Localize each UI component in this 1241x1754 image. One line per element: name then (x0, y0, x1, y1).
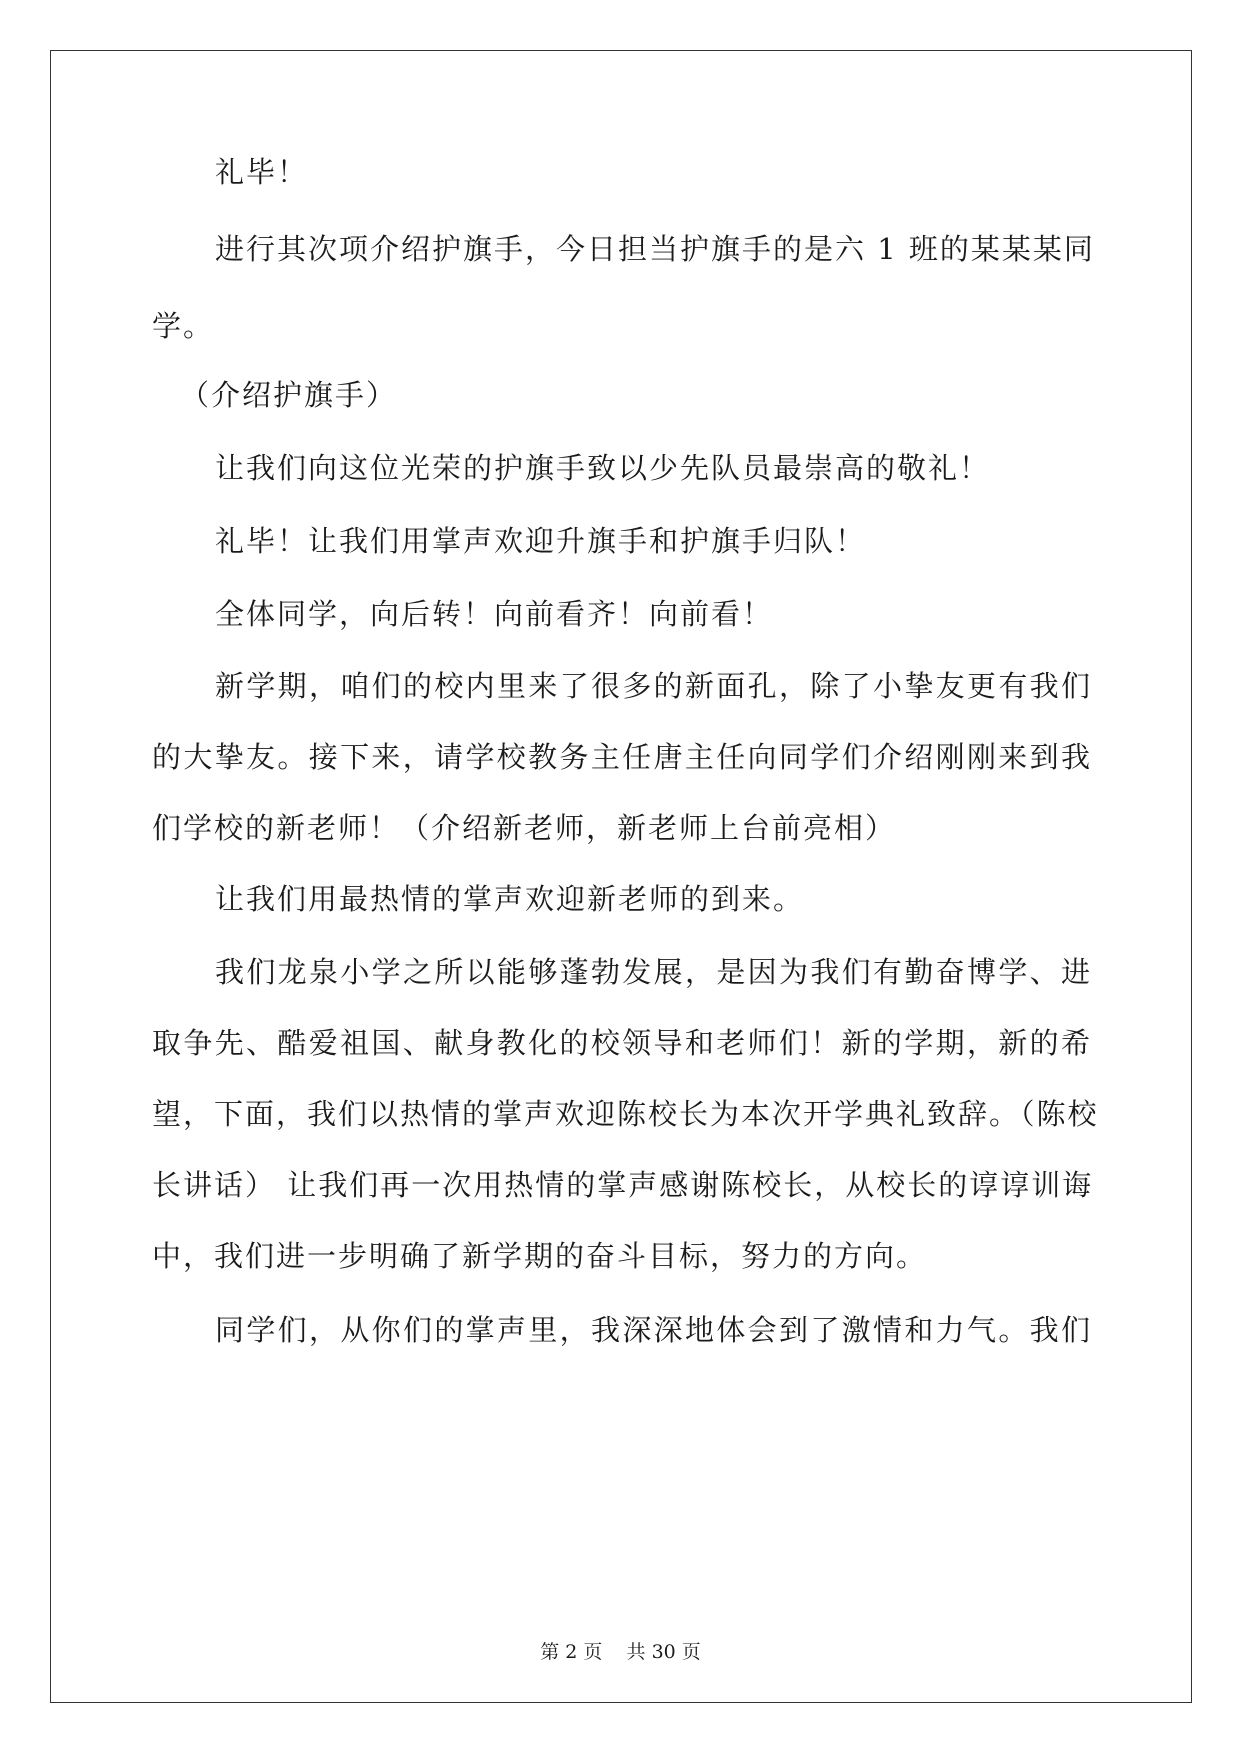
paragraph-line: 取争先、酷爱祖国、献身教化的校领导和老师们！新的学期，新的希 (152, 1026, 1092, 1060)
paragraph-line: 学。 (152, 309, 215, 343)
paragraph-line: 中，我们进一步明确了新学期的奋斗目标，努力的方向。 (152, 1239, 928, 1273)
paragraph-line: 让我们用最热情的掌声欢迎新老师的到来。 (215, 882, 805, 916)
paragraph-line: 进行其次项介绍护旗手，今日担当护旗手的是六 1 班的某某某同 (215, 232, 1095, 266)
paragraph-line: 的大挚友。接下来，请学校教务主任唐主任向同学们介绍刚刚来到我 (152, 740, 1092, 774)
page-number: 第 2 页 (540, 1641, 603, 1663)
paragraph-line: 全体同学，向后转！向前看齐！向前看！ (215, 597, 774, 631)
paragraph-line: 新学期，咱们的校内里来了很多的新面孔，除了小挚友更有我们 (215, 669, 1092, 703)
paragraph-line: 礼毕！ (215, 155, 309, 189)
paragraph-line: 我们龙泉小学之所以能够蓬勃发展，是因为我们有勤奋博学、进 (215, 955, 1092, 989)
paragraph-line: 长讲话） 让我们再一次用热情的掌声感谢陈校长，从校长的谆谆训诲 (152, 1168, 1094, 1202)
paragraph-line: 礼毕！让我们用掌声欢迎升旗手和护旗手归队！ (215, 524, 867, 558)
page-border (50, 50, 1192, 1703)
paragraph-line: 同学们，从你们的掌声里，我深深地体会到了激情和力气。我们 (215, 1313, 1092, 1347)
paragraph-line: 望，下面，我们以热情的掌声欢迎陈校长为本次开学典礼致辞。（陈校 (152, 1097, 1099, 1131)
paragraph-line: 们学校的新老师！（介绍新老师，新老师上台前亮相） (152, 811, 897, 845)
page-total: 共 30 页 (626, 1641, 701, 1663)
paragraph-line: 让我们向这位光荣的护旗手致以少先队员最崇高的敬礼！ (215, 451, 991, 485)
paragraph-line: （介绍护旗手） (180, 378, 398, 412)
page-footer (0, 1640, 1241, 1664)
